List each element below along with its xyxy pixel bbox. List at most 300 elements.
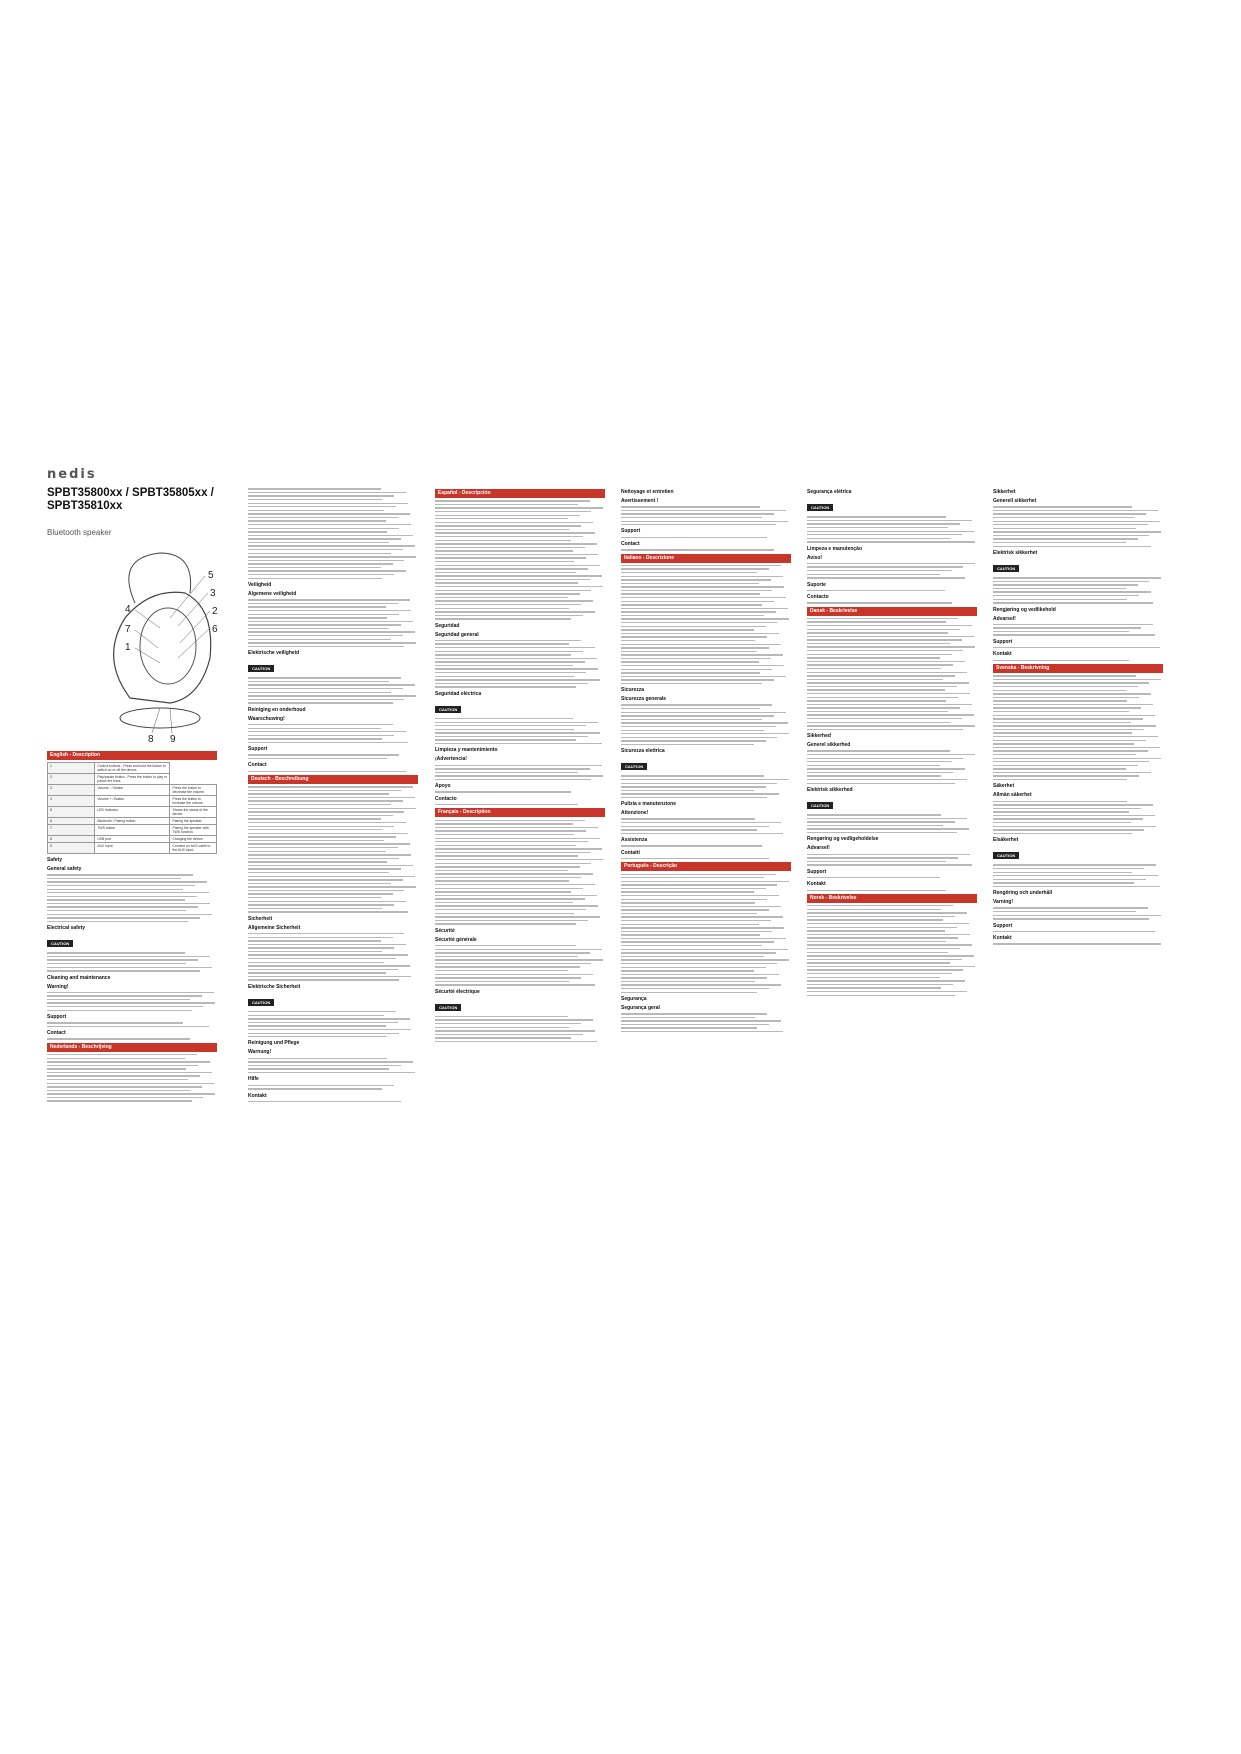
text-line <box>248 897 381 898</box>
text-line <box>621 651 757 652</box>
section-heading: Contacto <box>807 594 829 601</box>
text-line <box>248 800 403 801</box>
text-line <box>435 661 585 662</box>
language-section-header: Norsk - Beskrivelse <box>807 894 977 903</box>
text-line <box>435 974 593 975</box>
text-line <box>248 951 382 952</box>
text-block <box>621 506 791 525</box>
text-line <box>807 828 969 829</box>
diagram-label-3: 3 <box>210 588 216 599</box>
page-subtitle: Bluetooth speaker <box>47 528 112 537</box>
text-line <box>621 945 762 946</box>
table-row <box>48 796 217 807</box>
text-line <box>621 708 760 709</box>
text-line <box>435 1041 597 1042</box>
text-line <box>248 520 386 521</box>
text-line <box>248 503 408 504</box>
text-line <box>248 699 404 700</box>
text-line <box>807 618 958 619</box>
text-line <box>435 855 578 856</box>
column-4 <box>621 486 791 1035</box>
text-line <box>807 959 962 960</box>
speaker-diagram <box>90 548 240 743</box>
text-line <box>621 654 783 655</box>
text-line <box>807 818 967 819</box>
text-line <box>248 1061 413 1062</box>
text-line <box>248 883 391 884</box>
text-line <box>248 574 394 575</box>
text-line <box>621 1031 783 1032</box>
text-line <box>807 944 972 945</box>
text-line <box>248 1011 396 1012</box>
text-line <box>248 624 401 625</box>
text-line <box>47 956 210 957</box>
text-line <box>248 890 404 891</box>
text-line <box>435 522 593 523</box>
text-line <box>435 852 590 853</box>
text-line <box>621 733 789 734</box>
text-line <box>248 506 396 507</box>
text-line <box>47 874 193 875</box>
text-block <box>435 640 605 688</box>
text-line <box>807 854 970 855</box>
text-block <box>993 864 1163 887</box>
text-line <box>621 829 757 830</box>
text-block <box>621 704 791 745</box>
text-line <box>621 524 776 525</box>
text-line <box>807 973 952 974</box>
section-heading: Cleaning and maintenance <box>47 974 111 981</box>
text-line <box>47 1083 214 1084</box>
text-line <box>993 729 1144 730</box>
text-line <box>621 568 769 569</box>
text-line <box>435 905 598 906</box>
text-line <box>807 534 962 535</box>
text-line <box>248 545 415 546</box>
text-line <box>993 591 1151 592</box>
text-line <box>435 981 569 982</box>
section-heading: Kontakt <box>807 881 826 888</box>
text-line <box>435 532 595 533</box>
text-line <box>435 722 598 723</box>
text-line <box>807 761 952 762</box>
text-line <box>435 618 571 619</box>
text-line <box>435 640 581 641</box>
text-line <box>993 743 1134 744</box>
text-line <box>435 550 573 551</box>
text-line <box>807 527 948 528</box>
text-line <box>807 765 940 766</box>
text-line <box>435 970 568 971</box>
text-line <box>248 610 411 611</box>
section-heading: Electrical safety <box>47 925 86 932</box>
text-line <box>621 513 774 514</box>
text-line <box>621 959 789 960</box>
text-line <box>435 586 603 587</box>
text-line <box>435 913 574 914</box>
text-line <box>993 761 1149 762</box>
text-line <box>248 815 393 816</box>
section-heading: Elektrische Sicherheit <box>248 983 301 990</box>
text-line <box>47 963 186 964</box>
text-line <box>993 775 1139 776</box>
table-cell: 1 <box>48 763 95 774</box>
text-line <box>807 909 941 910</box>
section-heading: Sicurezza <box>621 687 645 694</box>
text-line <box>621 661 759 662</box>
text-line <box>621 992 757 993</box>
text-line <box>248 1029 411 1030</box>
text-line <box>621 913 757 914</box>
text-block <box>248 1058 418 1074</box>
text-line <box>621 608 788 609</box>
text-line <box>993 602 1153 603</box>
text-line <box>621 640 755 641</box>
section-heading: Support <box>47 1014 67 1021</box>
language-section-header: Português - Descrição <box>621 862 791 871</box>
section-heading: Waarschuwing! <box>248 715 285 722</box>
text-line <box>248 695 416 696</box>
section-heading: Segurança elétrica <box>807 489 852 495</box>
text-line <box>621 895 779 896</box>
text-line <box>435 920 588 921</box>
text-line <box>993 693 1151 694</box>
section-heading: Sicurezza elettrica <box>621 748 665 755</box>
text-line <box>47 899 185 900</box>
text-line <box>621 615 764 616</box>
text-line <box>993 918 1149 919</box>
text-line <box>621 665 784 666</box>
section-heading: Elektrische veiligheid <box>248 650 300 657</box>
text-line <box>621 1024 769 1025</box>
text-line <box>807 602 952 603</box>
text-line <box>435 827 598 828</box>
text-line <box>435 1037 571 1038</box>
text-block <box>807 590 977 591</box>
text-line <box>807 541 975 542</box>
section-heading: Seguridad <box>435 622 460 629</box>
text-line <box>435 820 585 821</box>
text-line <box>621 988 769 989</box>
text-line <box>621 822 781 823</box>
table-cell: Pairing the speaker. <box>170 818 217 825</box>
section-heading: Support <box>248 746 268 753</box>
text-block <box>621 549 791 550</box>
text-line <box>993 747 1160 748</box>
text-line <box>248 854 411 855</box>
table-cell: AUX input <box>95 843 170 854</box>
text-line <box>47 1093 215 1094</box>
text-line <box>993 660 1129 661</box>
text-line <box>248 954 408 955</box>
table-cell: Play/pause button - Press the button to play or pause the track. <box>95 774 170 785</box>
text-block <box>248 599 418 647</box>
section-heading: Seguridad eléctrica <box>435 690 482 697</box>
text-line <box>435 600 593 601</box>
text-line <box>621 1027 757 1028</box>
text-line <box>993 647 1160 648</box>
text-line <box>248 517 398 518</box>
text-line <box>621 1017 755 1018</box>
text-line <box>435 804 578 805</box>
text-line <box>621 938 786 939</box>
text-line <box>993 801 1127 802</box>
text-line <box>807 516 946 517</box>
text-line <box>993 882 1134 883</box>
text-line <box>993 772 1151 773</box>
diagram-label-5: 5 <box>208 570 214 581</box>
text-block <box>993 647 1163 648</box>
table-row <box>48 836 217 843</box>
text-line <box>621 924 759 925</box>
text-line <box>248 677 401 678</box>
text-line <box>248 829 382 830</box>
text-line <box>993 931 1155 932</box>
text-line <box>993 718 1143 719</box>
text-line <box>807 955 974 956</box>
text-line <box>807 934 970 935</box>
text-line <box>248 833 408 834</box>
text-line <box>807 577 965 578</box>
table-row <box>48 818 217 825</box>
text-line <box>435 841 588 842</box>
diagram-label-4: 4 <box>125 604 131 615</box>
text-line <box>435 775 603 776</box>
text-line <box>807 657 940 658</box>
section-heading: Apoyo <box>435 783 451 790</box>
text-line <box>807 779 967 780</box>
text-line <box>248 688 403 689</box>
text-line <box>435 593 580 594</box>
section-heading: Contact <box>248 762 267 769</box>
text-line <box>47 885 195 886</box>
text-line <box>621 881 789 882</box>
text-line <box>807 725 975 726</box>
text-line <box>621 775 764 776</box>
section-heading: Support <box>621 528 641 535</box>
section-heading: Varning! <box>993 899 1014 906</box>
text-line <box>621 981 755 982</box>
text-line <box>993 517 1134 518</box>
text-line <box>248 940 381 941</box>
section-heading: Allmän säkerhet <box>993 792 1032 799</box>
text-line <box>248 972 386 973</box>
text-line <box>621 715 774 716</box>
text-line <box>993 725 1156 726</box>
text-line <box>993 907 1148 908</box>
text-line <box>248 797 415 798</box>
text-line <box>807 980 965 981</box>
diagram-label-6: 6 <box>212 624 218 635</box>
text-line <box>807 969 963 970</box>
text-line <box>248 692 391 693</box>
text-line <box>435 575 602 576</box>
text-line <box>993 531 1161 532</box>
text-line <box>993 818 1143 819</box>
text-line <box>435 643 569 644</box>
text-line <box>248 631 415 632</box>
text-line <box>621 952 776 953</box>
text-block <box>248 1101 418 1102</box>
text-line <box>435 873 593 874</box>
text-block <box>807 602 977 603</box>
text-line <box>435 725 586 726</box>
section-heading: Elektrisk sikkerhet <box>993 549 1038 556</box>
text-line <box>435 658 597 659</box>
section-heading: Hilfe <box>248 1076 259 1083</box>
text-line <box>807 772 953 773</box>
caution-label: CAUTION <box>435 706 461 713</box>
section-heading: Sécurité <box>435 927 455 934</box>
table-cell: USB port <box>95 836 170 843</box>
text-block <box>435 945 605 986</box>
text-line <box>47 917 200 918</box>
table-cell: 5 <box>48 807 95 818</box>
text-line <box>807 590 945 591</box>
text-block <box>807 814 977 833</box>
text-line <box>993 577 1161 578</box>
text-line <box>248 818 381 819</box>
text-line <box>993 513 1146 514</box>
text-line <box>807 814 941 815</box>
text-line <box>807 905 953 906</box>
text-line <box>621 679 774 680</box>
section-heading: Sikkerhed <box>807 733 831 740</box>
text-line <box>248 868 401 869</box>
text-line <box>621 1013 767 1014</box>
section-heading: Elektrisk sikkerhed <box>807 786 853 793</box>
caution-label: CAUTION <box>248 665 274 672</box>
text-line <box>435 834 574 835</box>
text-line <box>248 965 410 966</box>
text-line <box>993 506 1132 507</box>
text-line <box>993 528 1136 529</box>
section-heading: Advarsel! <box>993 615 1016 622</box>
text-line <box>621 537 767 538</box>
text-line <box>248 628 389 629</box>
text-line <box>993 535 1149 536</box>
text-line <box>248 553 391 554</box>
text-line <box>621 967 766 968</box>
caution-label: CAUTION <box>807 504 833 511</box>
brand-logo: nedis <box>47 467 97 482</box>
text-line <box>807 570 952 571</box>
text-block <box>248 771 418 772</box>
text-block <box>621 874 791 993</box>
text-line <box>993 808 1141 809</box>
text-line <box>621 888 766 889</box>
text-block <box>435 765 605 781</box>
text-line <box>621 712 786 713</box>
text-line <box>621 818 755 819</box>
section-heading: Advarsel! <box>807 845 830 852</box>
text-line <box>47 878 181 879</box>
text-line <box>47 1061 210 1062</box>
section-heading: Elsäkerhet <box>993 837 1019 844</box>
text-line <box>435 952 590 953</box>
text-line <box>621 506 760 507</box>
text-line <box>248 646 404 647</box>
text-line <box>248 876 415 877</box>
text-line <box>807 857 958 858</box>
text-line <box>621 779 789 780</box>
text-line <box>621 877 764 878</box>
text-line <box>47 967 212 968</box>
text-line <box>621 899 767 900</box>
text-line <box>807 750 950 751</box>
text-line <box>248 556 416 557</box>
text-line <box>248 969 398 970</box>
text-line <box>47 1079 188 1080</box>
section-heading: Reinigung und Pflege <box>248 1040 300 1047</box>
section-heading: Rengøring og vedligeholdelse <box>807 836 879 843</box>
section-heading: Sécurité électrique <box>435 988 480 995</box>
text-line <box>47 1002 215 1003</box>
language-section-header: Nederlands - Beschrijving <box>47 1043 217 1052</box>
text-line <box>993 521 1160 522</box>
text-line <box>248 947 394 948</box>
text-line <box>993 811 1129 812</box>
text-line <box>807 825 943 826</box>
language-section-header: Dansk - Beskrivelse <box>807 607 977 616</box>
text-line <box>621 884 777 885</box>
text-block <box>993 506 1163 547</box>
text-line <box>248 567 381 568</box>
diagram-label-1: 1 <box>125 642 131 653</box>
text-line <box>248 731 406 732</box>
section-heading: Segurança geral <box>621 1004 660 1011</box>
text-line <box>248 606 386 607</box>
text-line <box>993 875 1158 876</box>
text-line <box>993 697 1139 698</box>
text-line <box>248 642 416 643</box>
text-line <box>621 934 760 935</box>
text-line <box>807 693 970 694</box>
text-line <box>248 621 413 622</box>
table-cell: Volume + / Button <box>95 796 170 807</box>
column-1 <box>47 748 217 1104</box>
text-line <box>807 531 974 532</box>
text-line <box>47 1100 192 1101</box>
section-heading: Suporte <box>807 581 826 588</box>
text-line <box>248 614 399 615</box>
text-line <box>435 515 580 516</box>
text-line <box>248 542 389 543</box>
text-line <box>248 904 394 905</box>
text-line <box>435 604 581 605</box>
section-heading: Support <box>993 922 1013 929</box>
text-line <box>993 833 1132 834</box>
text-block <box>807 854 977 866</box>
text-line <box>621 517 762 518</box>
text-line <box>248 578 382 579</box>
text-line <box>248 1101 401 1102</box>
text-line <box>993 779 1127 780</box>
table-cell: 6 <box>48 818 95 825</box>
text-block <box>621 818 791 834</box>
text-line <box>621 790 754 791</box>
section-heading: Sikkerhet <box>993 489 1016 495</box>
page-title: SPBT35800xx / SPBT35805xx / SPBT35810xx <box>47 487 214 512</box>
section-heading: Rengjøring og vedlikehold <box>993 606 1056 613</box>
table-row <box>48 763 217 774</box>
text-line <box>993 690 1126 691</box>
text-line <box>807 711 948 712</box>
text-line <box>435 518 568 519</box>
text-line <box>807 650 963 651</box>
text-line <box>993 581 1149 582</box>
text-line <box>807 661 965 662</box>
